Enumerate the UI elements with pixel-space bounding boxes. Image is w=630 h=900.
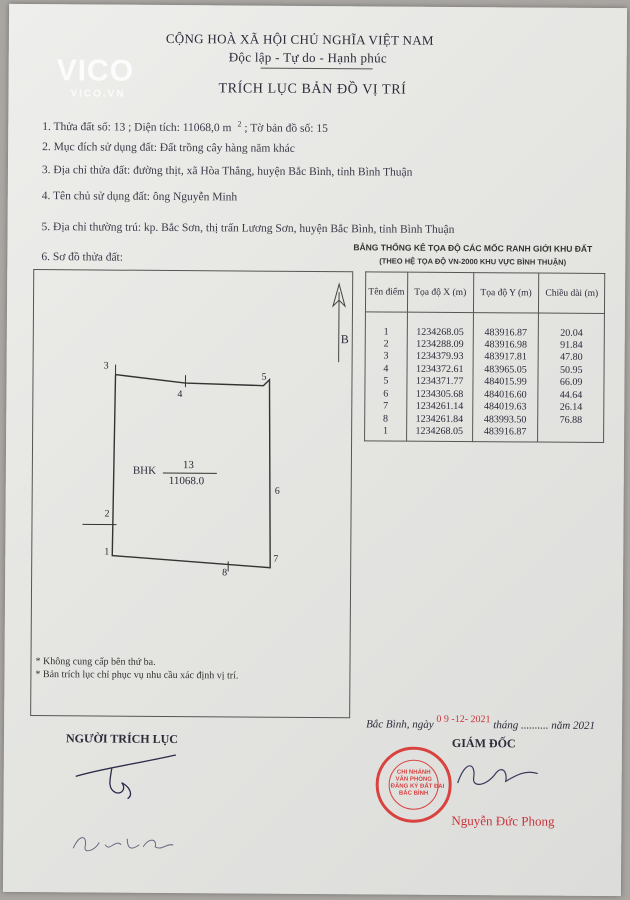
point-label-2: 2 [104,508,110,520]
date-place: Bắc Bình, ngày [366,718,434,731]
cell-y: 483916.87 [472,426,538,442]
stamp-line-2: VĂN PHÒNG [395,776,432,783]
extractor-title: NGƯỜI TRÍCH LỤC [65,731,179,747]
director-title: GIÁM ĐỐC [451,735,516,751]
parcel-number: 13 [182,459,194,472]
date-line [366,713,596,732]
cell-x: 1234268.05 [407,312,473,338]
coords-header-row [365,272,604,314]
date-stamped: 0 9 -12- 2021 [436,713,491,726]
field-parcel-text: 1. Thửa đất số: 13 ; Diện tích: 11068,0 m [42,120,232,135]
parcel-sketch-drawing [31,270,354,719]
document-title: TRÍCH LỤC BẢN ĐỒ VỊ TRÍ [218,81,407,98]
note-1: * Không cung cấp bên thứ ba. [35,656,156,668]
cell-length: 44.64 [538,389,604,402]
cell-length: 50.95 [538,364,604,377]
motto-underline [261,68,373,70]
cell-point: 2 [365,337,407,350]
cell-y: 484019.63 [472,401,538,414]
cell-point: 5 [365,375,407,388]
table-row [365,312,604,339]
director-name: Nguyễn Đức Phong [451,812,555,829]
field-address: 3. Địa chỉ thửa đất: đường thịt, xã Hòa Thắng, huyện Bắc Bình, tỉnh Bình Thuận [41,164,413,179]
cell-x: 1234305.68 [407,388,473,401]
cell-length: 91.84 [539,339,605,352]
vico-watermark [56,54,134,100]
coords-header-length: Chiều dài (m) [539,273,605,313]
cell-length: 76.88 [538,414,604,427]
point-label-1: 1 [104,546,110,558]
cell-length [538,426,604,442]
watermark-logo: VICO [56,54,135,88]
cell-x: 1234261.14 [406,400,472,413]
motto: Độc lập - Tự do - Hạnh phúc [228,49,388,66]
coords-header-point: Tên điểm [365,272,407,312]
field-parcel [42,118,328,135]
cell-point: 3 [365,350,407,363]
point-label-3: 3 [103,360,109,372]
watermark-site: VICO.VN [70,88,126,100]
cell-x: 1234261.84 [406,413,472,426]
coordinates-table [364,271,605,442]
stamp-line-3: ĐĂNG KÝ ĐẤT ĐAI [390,783,445,790]
cell-x: 1234288.09 [407,338,473,351]
point-label-5: 5 [261,371,267,383]
cell-y: 484016.60 [472,388,538,401]
field-residence: 5. Địa chỉ thường trú: kp. Bắc Sơn, thị trấn Lương Sơn, huyện Bắc Bình, tỉnh Bình Thuận [41,221,455,236]
cell-point: 6 [365,387,407,400]
cell-point: 4 [365,362,407,375]
stamp-line-4: BẮC BÌNH [398,790,429,797]
cell-x: 1234371.77 [407,375,473,388]
field-parcel-sup: 2 [237,119,242,129]
point-label-7: 7 [273,553,279,565]
cell-y: 483916.98 [473,338,539,351]
cell-y: 483993.50 [472,413,538,426]
point-label-8: 8 [222,567,228,579]
field-sketch-label: 6. Sơ đồ thửa đất: [41,251,124,264]
coords-header-x: Tọa độ X (m) [407,272,473,312]
field-parcel-tail: ; Tờ bản đồ số: 15 [244,122,328,135]
director-signature [452,755,542,796]
parcel-area: 11068.0 [168,474,205,488]
extractor-handwritten-name [69,824,179,865]
note-2: * Bản trích lục chỉ phục vụ nhu cầu xác định vị trí. [35,669,239,682]
cell-length: 66.09 [538,376,604,389]
point-label-6: 6 [274,485,280,497]
stamp-line-1: CHI NHÁNH [396,769,431,776]
cell-point: 1 [365,425,407,441]
coords-title: BẢNG THỐNG KÊ TỌA ĐỘ CÁC MỐC RANH GIỚI KHU ĐẤT [353,242,593,254]
cell-y: 483965.05 [473,363,539,376]
cell-y: 483917.81 [473,351,539,364]
cell-length: 20.04 [539,313,605,339]
extractor-signature [72,746,182,807]
cell-point: 1 [365,312,407,338]
table-row [365,425,604,442]
official-stamp [375,746,452,823]
document-page [3,4,627,896]
coords-header-y: Tọa độ Y (m) [473,273,539,313]
north-label: B [340,332,349,347]
cell-point: 8 [365,412,407,425]
cell-length: 26.14 [538,401,604,414]
field-land-use: 2. Mục đích sử dụng đất: Đất trồng cây hàng năm khác [42,141,295,155]
point-label-4: 4 [177,389,183,401]
cell-y: 484015.99 [473,376,539,389]
nation-header: CỘNG HOÀ XÃ HỘI CHỦ NGHĨA VIỆT NAM [165,30,434,48]
cell-y: 483916.87 [473,313,539,339]
cell-x: 1234268.05 [406,425,472,441]
cell-x: 1234372.61 [407,363,473,376]
cell-length: 47.80 [538,351,604,364]
parcel-sketch [30,269,353,718]
cell-point: 7 [365,400,407,413]
date-tail: tháng .......... năm 2021 [493,719,596,732]
coords-subtitle: (THEO HỆ TỌA ĐỘ VN-2000 KHU VỰC BÌNH THUẬN) [379,256,567,267]
cell-x: 1234379.93 [407,350,473,363]
parcel-prefix: BHK [132,464,157,477]
field-owner: 4. Tên chủ sử dụng đất: ông Nguyễn Minh [41,190,238,204]
